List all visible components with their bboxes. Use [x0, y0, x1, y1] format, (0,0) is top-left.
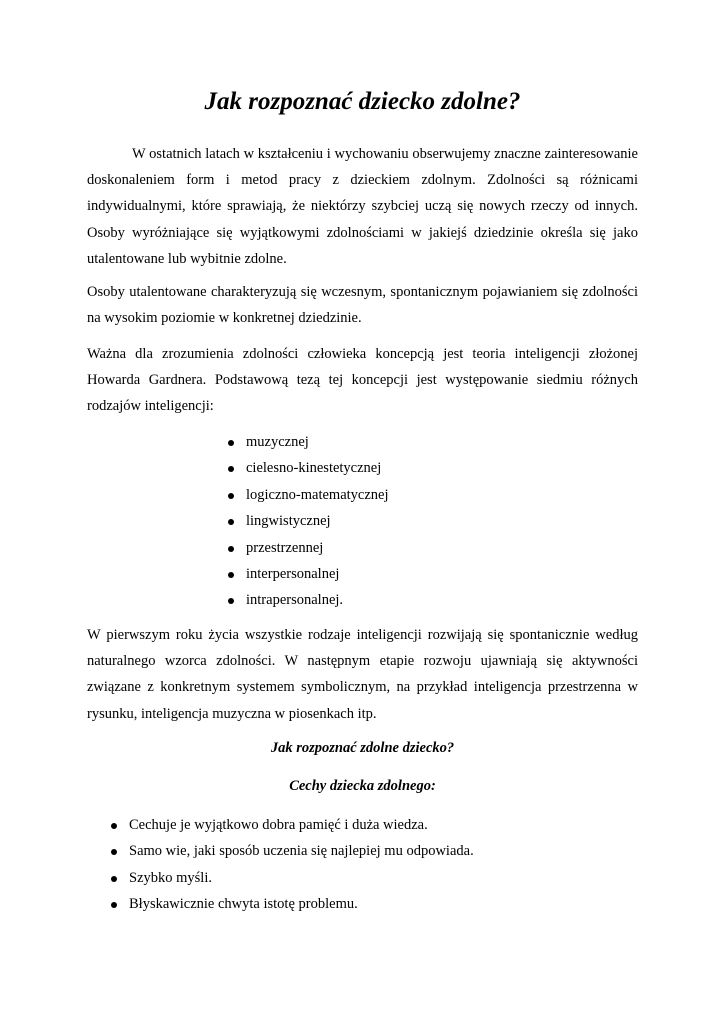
bullet-icon	[228, 466, 234, 472]
list-item: intrapersonalnej.	[246, 587, 389, 613]
bullet-icon	[228, 546, 234, 552]
section-heading: Jak rozpoznać zdolne dziecko?	[270, 740, 455, 756]
list-item: Cechuje je wyjątkowo dobra pamięć i duża wiedza.	[129, 812, 474, 838]
bullet-icon	[111, 902, 117, 908]
development-paragraph: W pierwszym roku życia wszystkie rodzaje inteligencji rozwijają się spontanicznie według naturalnego wzorca zdolności. W następnym etapie rozwoju ujawniają się aktywności związane z konkretnym systemem symbolicznym, na przykład inteligencja przestrzenna w rysunku, inteligencja muzyczna w piosenkach itp.	[87, 627, 638, 722]
intelligence-list	[246, 429, 389, 614]
list-item: logiczno-matematycznej	[246, 482, 389, 508]
bullet-icon	[228, 440, 234, 446]
talented-paragraph: Osoby utalentowane charakteryzują się wczesnym, spontanicznym pojawianiem się zdolności na wysokim poziomie w konkretnej dziedzinie.	[87, 284, 638, 327]
list-item: cielesno-kinestetycznej	[246, 455, 389, 481]
list-item: interpersonalnej	[246, 561, 389, 587]
list-item: lingwistycznej	[246, 508, 389, 534]
bullet-icon	[111, 823, 117, 829]
list-item: Błyskawicznie chwyta istotę problemu.	[129, 891, 474, 917]
bullet-icon	[228, 598, 234, 604]
intro-paragraph: W ostatnich latach w kształceniu i wychowaniu obserwujemy znaczne zainteresowanie doskonaleniem form i metod pracy z dzieckiem zdolnym. Zdolności są różnicami indywidualnymi, które sprawiają, że niektórzy szybciej uczą się nowych rzeczy od innych. Osoby wyróżniające się wyjątkowymi zdolnościami w jakiejś dziedzinie określa się jako utalentowane lub wybitnie zdolne.	[87, 146, 638, 267]
bullet-icon	[111, 876, 117, 882]
traits-heading: Cechy dziecka zdolnego:	[289, 778, 436, 794]
bullet-icon	[111, 849, 117, 855]
list-item: Samo wie, jaki sposób uczenia się najlepiej mu odpowiada.	[129, 838, 474, 864]
bullet-icon	[228, 519, 234, 525]
gardner-paragraph: Ważna dla zrozumienia zdolności człowieka koncepcją jest teoria inteligencji złożonej Howarda Gardnera. Podstawową tezą tej koncepcji jest występowanie siedmiu różnych rodzajów inteligencji:	[87, 346, 638, 415]
list-item: Szybko myśli.	[129, 865, 474, 891]
bullet-icon	[228, 572, 234, 578]
document-title: Jak rozpoznać dziecko zdolne?	[204, 88, 521, 115]
bullet-icon	[228, 493, 234, 499]
list-item: przestrzennej	[246, 535, 389, 561]
traits-list	[129, 812, 474, 918]
list-item: muzycznej	[246, 429, 389, 455]
